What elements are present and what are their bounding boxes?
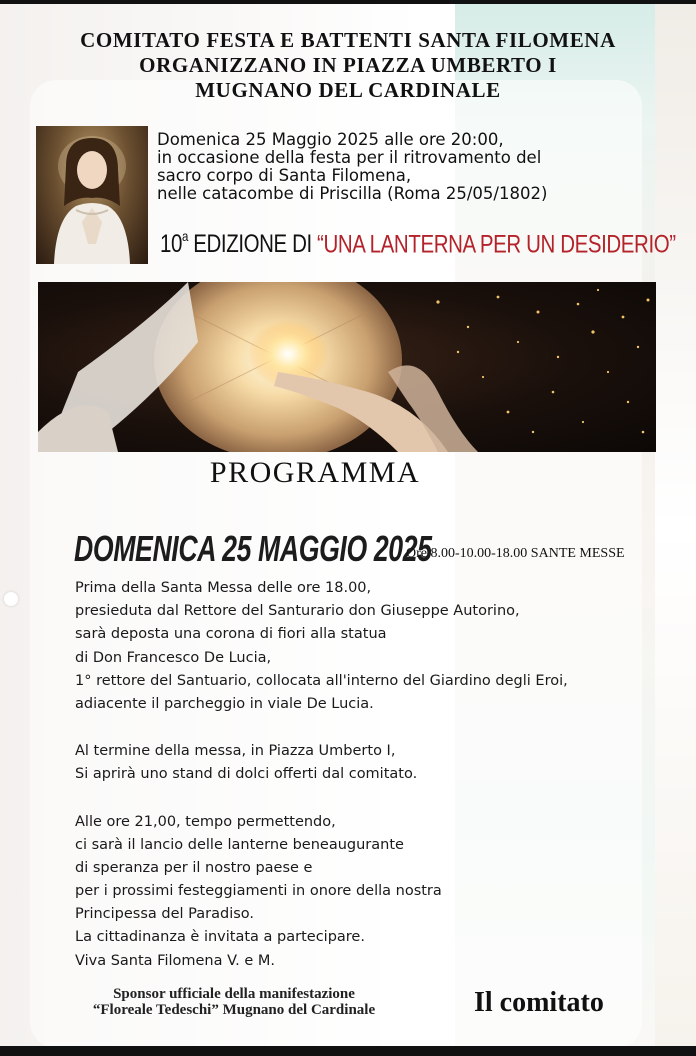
saint-filomena-portrait	[36, 126, 148, 264]
header-line-1: COMITATO FESTA E BATTENTI SANTA FILOMENA	[80, 28, 616, 52]
header-line-3: MUGNANO DEL CARDINALE	[195, 78, 501, 102]
sponsor-credit	[54, 986, 414, 1018]
bottom-border	[0, 1046, 696, 1056]
committee-signature: Il comitato	[474, 987, 604, 1018]
mass-times: Ore 8.00-10.00-18.00 SANTE MESSE	[406, 546, 625, 561]
program-line: Alle ore 21,00, tempo permettendo,	[75, 813, 336, 830]
sponsor-line-2: “Floreale Tedeschi” Mugnano del Cardinale	[92, 1002, 376, 1018]
program-line: Si aprirà uno stand di dolci offerti dal comitato.	[75, 766, 418, 783]
paragraph-gap	[75, 787, 665, 811]
program-line: presieduta dal Rettore del Santurario don Giuseppe Autorino,	[75, 603, 520, 620]
decorative-dot	[4, 592, 18, 606]
program-line: per i prossimi festeggiamenti in onore della nostra	[75, 883, 442, 900]
program-description	[75, 577, 665, 973]
intro-line: Domenica 25 Maggio 2025 alle ore 20:00,	[157, 130, 504, 149]
program-line: Viva Santa Filomena V. e M.	[75, 952, 276, 969]
program-line: 1° rettore del Santuario, collocata all'interno del Giardino degli Eroi,	[75, 672, 568, 689]
sky-lantern-launch-photo	[38, 282, 656, 452]
program-line: sarà deposta una corona di fiori alla statua	[75, 626, 387, 643]
program-line: adiacente il parcheggio in viale De Lucia.	[75, 695, 374, 712]
event-intro	[157, 131, 657, 203]
event-name: “UNA LANTERNA PER UN DESIDERIO”	[317, 230, 676, 259]
program-line: Prima della Santa Messa delle ore 18.00,	[75, 580, 372, 596]
organizer-header	[0, 28, 696, 103]
intro-line: nelle catacombe di Priscilla (Roma 25/05/1802)	[157, 184, 548, 203]
edition-title	[160, 230, 676, 259]
program-line: di Don Francesco De Lucia,	[75, 649, 272, 666]
intro-line: sacro corpo di Santa Filomena,	[157, 166, 412, 185]
intro-line: in occasione della festa per il ritrovamento del	[157, 148, 542, 167]
top-border	[0, 0, 696, 4]
edition-lead: EDIZIONE DI	[193, 230, 312, 259]
edition-number: 10$^a$ EDIZIONE DI	[160, 228, 312, 259]
program-line: Principessa del Paradiso.	[75, 906, 254, 923]
program-line: La cittadinanza è invitata a partecipare.	[75, 929, 365, 946]
sponsor-line-1: Sponsor ufficiale della manifestazione	[113, 986, 355, 1002]
edition-ordinal: a	[181, 228, 188, 244]
header-line-2: ORGANIZZANO IN PIAZZA UMBERTO I	[139, 53, 557, 77]
program-heading: PROGRAMMA	[209, 456, 421, 489]
program-line: Al termine della messa, in Piazza Umberto I,	[75, 743, 396, 760]
program-line: di speranza per il nostro paese e	[75, 859, 313, 876]
paragraph-gap	[75, 716, 665, 740]
program-day: DOMENICA 25 MAGGIO 2025	[74, 528, 432, 569]
program-line: ci sarà il lancio delle lanterne beneaugurante	[75, 836, 404, 853]
